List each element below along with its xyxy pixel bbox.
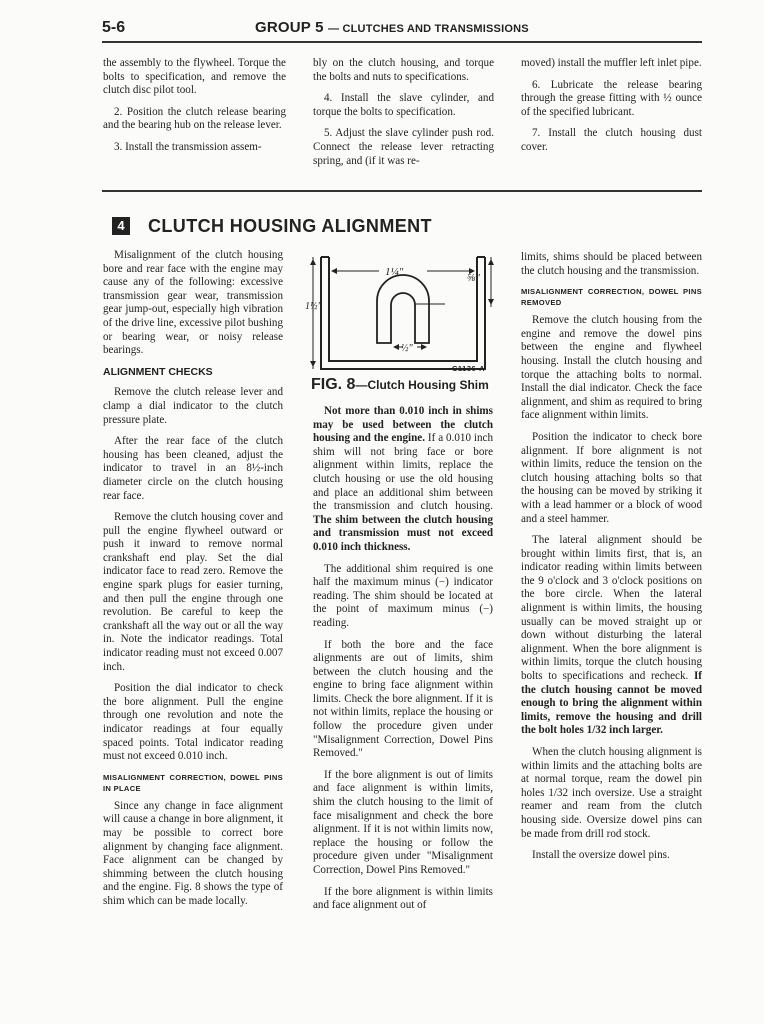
paragraph: Install the oversize dowel pins. [532,849,670,862]
paragraph: Position the dial indicator to check the bore alignment. Pull the engine through one revolution and note the indicator readings at four equally spaced points. Total indicator reading must not exceed 0.010 inch. [103,682,283,763]
step-6: 6. Lubricate the release bearing through the grease fitting with ½ ounce of the specified lubricant. [521,78,702,118]
paragraph: Remove the clutch housing cover and pull the engine flywheel outward or push it inward to remove normal crankshaft end play. Set the dial indicator face to read zero. Remove the engine spark plugs for easier turning, and then pull the engine through one revolution. Be careful to keep the crankshaft all the way out or all the way in. Note the indicator readings. Total indicator reading must not exceed 0.007 inch. [103,511,283,673]
step-7: 7. Install the clutch housing dust cover. [521,127,702,153]
paragraph [521,534,702,738]
page-number: 5-6 [102,19,126,36]
correction-heading: MISALIGNMENT CORRECTION, DOWEL PINS IN PLACE [103,772,283,793]
right-column [521,251,702,871]
paragraph: bly on the clutch housing, and torque the bolts and nuts to specifications. [313,57,494,83]
top-column-1 [103,57,286,163]
paragraph: Position the indicator to check bore alignment. If bore alignment is not within limits, reduce the tension on the clutch housing attaching bolts so that the housing can be moved by striking it with a lead hammer or a block of wood and a steel hammer. [521,430,702,525]
top-column-2 [313,57,494,176]
group-title [255,19,529,36]
emphasis: If the clutch housing cannot be moved enough to bring the alignment within limits, remove the housing and drill the bolt holes 1/32 inch larger. [521,670,702,737]
step-4: 4. Install the slave cylinder, and torque the bolts to specification. [313,92,494,118]
emphasis: The shim between the clutch housing and transmission must not exceed 0.010 inch thickness. [313,513,493,553]
figure-number: FIG. 8 [311,376,356,393]
paragraph: moved) install the muffler left inlet pipe. [521,57,702,69]
middle-column [313,405,493,921]
paragraph: After the rear face of the clutch housing has been cleaned, adjust the indicator to travel in an 8½-inch diameter circle on the clutch housing rear face. [103,435,283,502]
figure-caption [311,376,489,394]
section-title: CLUTCH HOUSING ALIGNMENT [148,216,432,236]
group-subtitle: — CLUTCHES AND TRANSMISSIONS [328,23,529,35]
dim-left-label: 1½" [305,301,322,312]
step-5: 5. Adjust the slave cylinder push rod. Connect the release lever retracting spring, and (if it was re- [313,127,494,167]
figure-code: C1136-A [452,364,486,373]
paragraph: If the bore alignment is out of limits and face alignment is within limits, shim the clutch housing to the limit of face misalignment and check the bore alignment. If it is not within limits now, replace the housing or follow the procedure given under "Misalignment Correction, Dowel Pins Removed." [313,768,493,876]
paragraph: When the clutch housing alignment is within limits and the attaching bolts are at normal torque, ream the dowel pin holes 1/32 inch oversize. Use a straight reamer and ream from the clutch housing side. Oversize dowel pins can be made from drill rod stock. [521,746,702,840]
step-2: 2. Position the clutch release bearing and the bearing hub on the release lever. [103,105,286,132]
header-rule [102,41,702,43]
dim-inner-label: ½" [401,343,413,354]
paragraph: If both the bore and the face alignments are out of limits, shim between the clutch housing and the engine to bring face alignment within limits. Check the bore alignment. If it is not within limits, replace the housing or follow the procedure given under "Misalignment Correction, Dowel Pins Removed." [313,638,493,760]
alignment-checks-heading: ALIGNMENT CHECKS [103,365,213,378]
section-rule [102,190,702,192]
section-number-badge: 4 [112,217,130,235]
paragraph: the assembly to the flywheel. Torque the bolts to specification, and remove the clutch disc pilot tool. [103,57,286,97]
paragraph-text: If a 0.010 inch shim will not bring face or bore alignment within limits, replace the clutch housing or use the old housing and place an additional shim between the transmission and clutch housing. [313,432,494,513]
dim-right-label: ⅝" [467,272,480,284]
figure-caption-text: —Clutch Housing Shim [355,378,489,392]
dowel-pins-removed-heading: MISALIGNMENT CORRECTION, DOWEL PINS REMOVED [521,287,702,308]
paragraph: limits, shims should be placed between the clutch housing and the transmission. [521,251,702,277]
paragraph: Since any change in face alignment will cause a change in bore alignment, it may be possible to correct bore alignment by changing face alignment. Face alignment can be changed by shimming between the clutch housing and the engine. Fig. 8 shows the type of shim which can be made locally. [103,799,283,907]
group-name: GROUP 5 [255,19,324,36]
paragraph-text: The lateral alignment should be brought within limits first, that is, an indicator reading within limits between the 9 o'clock and 3 o'clock positions on the bore circle. When the lateral alignment is within limits, the housing usually can be moved straight up or down without disturbing the lateral alignment. When the bore alignment is within limits, torque the clutch housing bolts to specifications and recheck. [521,534,702,683]
dim-top-label: 1¼" [385,266,404,278]
top-column-3 [521,57,702,163]
emphasis: Not more than 0.010 inch in shims may be used between the clutch housing and the engine. [313,405,493,445]
paragraph: Remove the clutch release lever and clamp a dial indicator to the clutch pressure plate. [103,386,283,426]
clutch-housing-shim-figure [305,247,501,375]
paragraph: If the bore alignment is within limits and face alignment out of [313,885,493,912]
paragraph: Remove the clutch housing from the engine and remove the dowel pins between the engine and flywheel housing. Install the clutch housing and torque the attaching bolts to normal. Install the dial indicator. Check the face alignment, and shim as required to bring face alignment within limits. [521,314,702,422]
left-column [103,249,283,917]
paragraph: The additional shim required is one half the maximum minus (−) indicator reading. The shim should be located at the point of maximum minus (−) reading. [313,562,493,629]
step-3: 3. Install the transmission assem- [114,140,262,153]
intro-paragraph: Misalignment of the clutch housing bore and rear face with the engine may cause any of the following: excessive transmission gear wear, transmission gear jump-out, especially high vibration of the drive line, excessive pilot bushing or bearing wear, or noisy release bearings. [103,249,283,357]
paragraph [313,405,493,555]
